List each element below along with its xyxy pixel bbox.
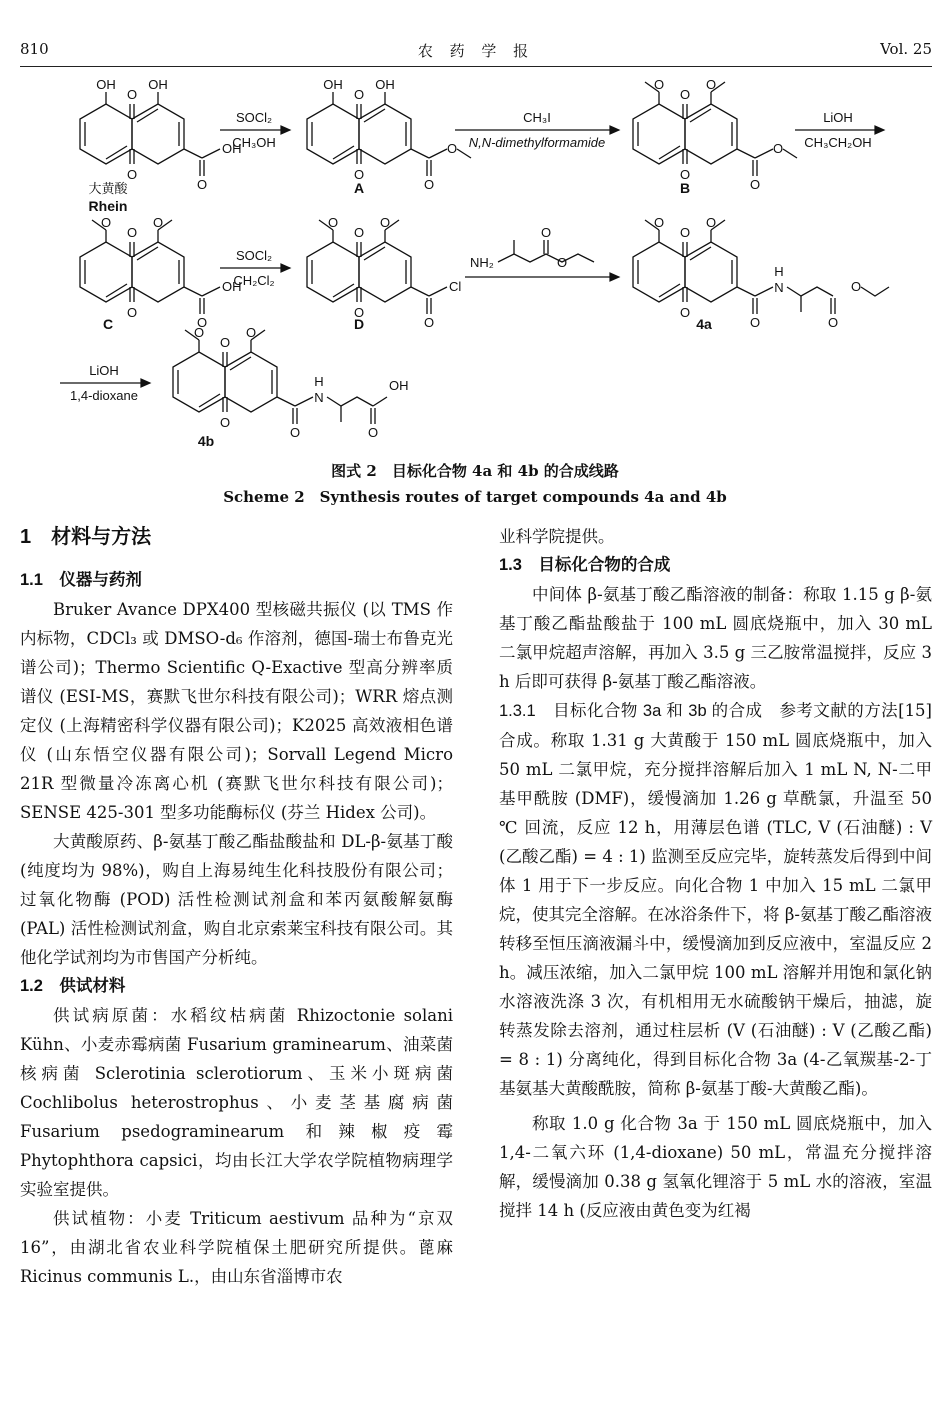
rhein-label: Rhein: [88, 198, 128, 214]
compound-c-label: C: [102, 316, 114, 332]
svg-text:O: O: [705, 77, 717, 92]
page-header: [20, 40, 932, 64]
svg-text:O: O: [196, 315, 208, 330]
svg-text:O: O: [196, 177, 208, 192]
figure-caption-en: Scheme 2 Synthesis routes of target compounds 4a and 4b: [223, 488, 727, 506]
svg-text:OH: OH: [96, 77, 116, 92]
compound-d-structure: [307, 215, 461, 330]
paragraph-synthesis-3b: 称取 1.0 g 化合物 3a 于 150 mL 圆底烧瓶中，加入 1,4-二氧六环 (1,4-dioxane) 50 mL，常温充分搅拌溶解，缓慢滴加 0.38 g 氢氧化锂溶于 5 mL 水的溶液，室温搅拌 14 h (反应液由黄色变为红褐: [499, 1114, 932, 1220]
svg-text:O: O: [653, 77, 665, 92]
svg-text:O: O: [367, 425, 379, 440]
svg-text:O: O: [540, 225, 552, 240]
paragraph-continued: 业科学院提供。: [499, 527, 615, 546]
compound-d-label: D: [353, 316, 365, 332]
compound-b-structure: [633, 77, 797, 192]
subsection-1-2-title: 1.2 供试材料: [20, 977, 126, 995]
compound-a-label: A: [353, 180, 365, 196]
svg-text:H: H: [774, 264, 784, 279]
svg-text:O: O: [679, 167, 691, 182]
paragraph-plants: 供试植物：小麦 Triticum aestivum 品种为“京双 16”，由湖北省农业科学院植保土肥研究所提供。蓖麻 Ricinus communis L.，由山东省淄博市农: [20, 1209, 453, 1286]
reagent-lioh-1: LiOH: [823, 110, 853, 125]
compound-4b-structure: [173, 325, 409, 440]
svg-text:O: O: [353, 167, 365, 182]
svg-text:O: O: [100, 215, 112, 230]
volume-label: Vol. 25: [880, 40, 932, 58]
subsection-1-3-1-title: 1.3.1 目标化合物 3a 和 3b 的合成: [499, 702, 763, 720]
svg-text:O: O: [353, 305, 365, 320]
reagent-lioh-2: LiOH: [89, 363, 119, 378]
svg-text:O: O: [289, 425, 301, 440]
svg-text:N: N: [314, 390, 324, 405]
svg-text:O: O: [679, 87, 691, 102]
reagent-dioxane: 1,4-dioxane: [70, 388, 138, 403]
svg-text:OH: OH: [148, 77, 168, 92]
svg-text:O: O: [423, 315, 435, 330]
reagent-ch2cl2: CH₂Cl₂: [233, 273, 275, 288]
reagent-dmf: N,N-dimethylformamide: [468, 135, 606, 150]
reagent-socl2-2: SOCl₂: [235, 248, 273, 263]
svg-text:H: H: [314, 374, 324, 389]
paragraph-reagents: 大黄酸原药、β-氨基丁酸乙酯盐酸盐和 DL-β-氨基丁酸 (纯度均为 98%)，购自上海易纯生化科技股份有限公司；过氧化物酶 (POD) 活性检测试剂盒和苯丙氨酸解氨酶 (PAL) 活性检测试剂盒，购自北京索莱宝科技有限公司。其他化学试剂均为市售国产分析纯。: [20, 832, 453, 967]
svg-text:O: O: [126, 87, 138, 102]
svg-text:N: N: [774, 280, 784, 295]
svg-text:O: O: [126, 167, 138, 182]
svg-text:O: O: [773, 141, 784, 156]
svg-text:O: O: [447, 141, 458, 156]
right-column: [499, 522, 932, 1225]
svg-text:O: O: [653, 215, 665, 230]
paragraph-synthesis-3a: 参考文献的方法[15] 合成。称取 1.31 g 大黄酸于 150 mL 圆底烧瓶中，加入 50 mL 二氯甲烷，充分搅拌溶解后加入 1 mL N, N-二甲基甲酰胺 (DMF)，缓慢滴加 1.26 g 草酰氯，升温至 50 ℃ 回流，反应 12 h，用薄层色谱 (TLC, V (石油醚) : V (乙酸乙酯) = 4 : 1) 监测至反应完毕，旋转蒸发后得到中间体 1 用于下一步反应。向化合物 1 中加入 15 mL 二氯甲烷，使其完全溶解。在冰浴条件下，将 β-氨基丁酸乙酯溶液转移至恒压滴液漏斗中，缓慢滴加到反应液中，室温反应 2 h。减压浓缩，加入二氯甲烷 100 mL 溶解并用饱和氯化钠水溶液洗涤 3 次，有机相用无水硫酸钠干燥后，抽滤，旋转蒸发除去溶剂，通过柱层析 (V (石油醚) : V (乙酸乙酯) = 8 : 1) 分离纯化，得到目标化合物 3a (4-乙氧羰基-2-丁基氨基大黄酸酰胺，简称 β-氨基丁酸-大黄酸乙酯)。: [499, 701, 932, 1098]
paragraph-intermediate-prep: 中间体 β-氨基丁酸乙酯溶液的制备：称取 1.15 g β-氨基丁酸乙酯盐酸盐于 100 mL 圆底烧瓶中，加入 30 mL 二氯甲烷超声溶解，再加入 3.5 g 三乙胺常温搅拌，反应 3 h 后即可获得 β-氨基丁酸乙酯溶液。: [499, 585, 932, 691]
svg-text:OH: OH: [375, 77, 395, 92]
subsection-1-3-title: 1.3 目标化合物的合成: [499, 556, 671, 574]
svg-text:O: O: [749, 315, 761, 330]
svg-text:OH: OH: [323, 77, 343, 92]
svg-text:O: O: [379, 215, 391, 230]
reagent-ethanol: CH₃CH₂OH: [804, 135, 872, 150]
svg-text:O: O: [245, 325, 257, 340]
svg-text:O: O: [219, 335, 231, 350]
svg-text:O: O: [423, 177, 435, 192]
section-title: 1 材料与方法: [20, 526, 152, 548]
figure-caption-cn: 图式 2 目标化合物 4a 和 4b 的合成线路: [331, 462, 619, 480]
synthesis-scheme: [20, 72, 930, 457]
page-number: 810: [20, 40, 49, 58]
svg-text:O: O: [749, 177, 761, 192]
svg-text:O: O: [126, 225, 138, 240]
svg-text:O: O: [327, 215, 339, 230]
svg-text:O: O: [851, 279, 862, 294]
compound-b-label: B: [679, 180, 691, 196]
paragraph-instruments: Bruker Avance DPX400 型核磁共振仪 (以 TMS 作内标物，CDCl₃ 或 DMSO-d₆ 作溶剂，德国-瑞士布鲁克光谱公司)；Thermo Scientific Q-Exactive 型高分辨率质谱仪 (ESI-MS，赛默飞世尔科技有限公司)；WRR 熔点测定仪 (上海精密科学仪器有限公司)；K2025 高效液相色谱仪 (山东悟空仪器有限公司)；Sorvall Legend Micro 21R 型微量冷冻离心机 (赛默飞世尔科技有限公司)；SENSE 425-301 型多功能酶标仪 (芬兰 Hidex 公司)。: [20, 600, 453, 822]
rhein-cn-label: 大黄酸: [88, 181, 128, 196]
svg-text:OH: OH: [222, 141, 242, 156]
svg-text:O: O: [193, 325, 205, 340]
svg-text:O: O: [126, 305, 138, 320]
amine-reagent-structure: [470, 225, 594, 270]
svg-text:O: O: [679, 225, 691, 240]
compound-4b-label: 4b: [197, 433, 215, 449]
compound-4a-structure: [633, 215, 889, 330]
svg-text:O: O: [705, 215, 717, 230]
compound-4a-label: 4a: [696, 316, 712, 332]
compound-a-structure: [307, 77, 471, 192]
svg-text:O: O: [152, 215, 164, 230]
subsection-1-1-title: 1.1 仪器与药剂: [20, 571, 142, 589]
svg-text:Cl: Cl: [449, 279, 462, 294]
reagent-ch3oh: CH₃OH: [232, 135, 276, 150]
svg-text:OH: OH: [222, 279, 242, 294]
paragraph-pathogens: 供试病原菌：水稻纹枯病菌 Rhizoctonie solani Kühn、小麦赤霉病菌 Fusarium graminearum、油菜菌核病菌 Sclerotinia sclerotiorum、玉米小斑病菌 Cochlibolus heterostrophus、小麦茎基腐病菌 Fusarium psedograminearum 和辣椒疫霉 Phytophthora capsici，均由长江大学农学院植物病理学实验室提供。: [20, 1006, 453, 1199]
svg-text:NH₂: NH₂: [470, 255, 494, 270]
reagent-socl2-1: SOCl₂: [235, 110, 273, 125]
svg-text:O: O: [556, 255, 568, 270]
reagent-ch3i: CH₃I: [523, 110, 551, 125]
left-column: [20, 522, 453, 1291]
svg-text:O: O: [827, 315, 839, 330]
svg-text:O: O: [679, 305, 691, 320]
rhein-structure: [80, 77, 242, 192]
svg-text:O: O: [353, 225, 365, 240]
svg-text:O: O: [219, 415, 231, 430]
compound-c-structure: [80, 215, 242, 330]
svg-text:O: O: [353, 87, 365, 102]
header-rule: [20, 66, 932, 67]
svg-text:OH: OH: [389, 378, 409, 393]
journal-title: 农 药 学 报: [417, 42, 535, 60]
